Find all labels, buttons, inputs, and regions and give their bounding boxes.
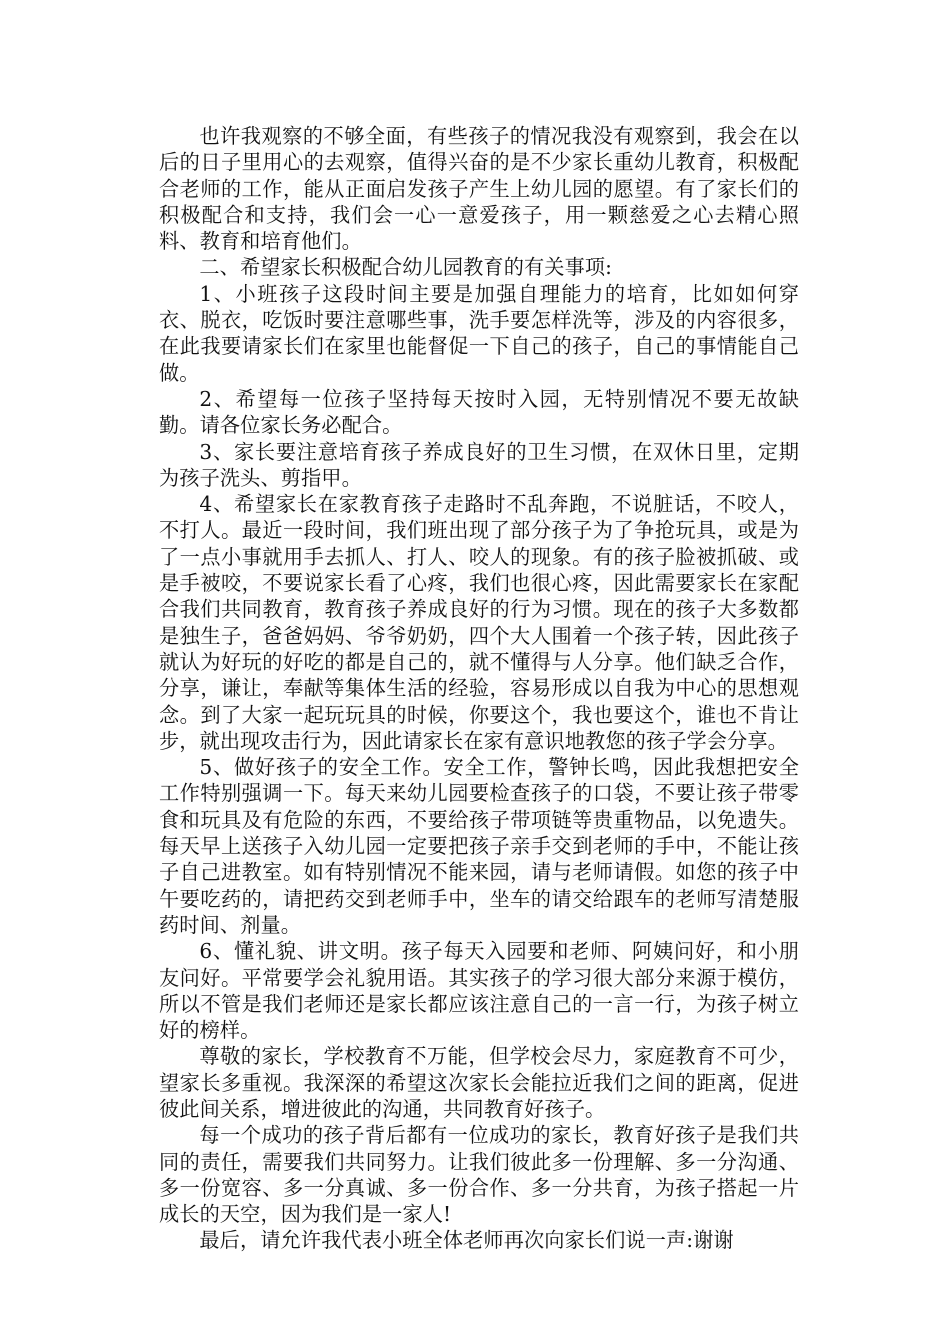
paragraph-shared-responsibility: 每一个成功的孩子背后都有一位成功的家长，教育好孩子是我们共同的责任，需要我们共同努力。让我们彼此多一份理解、多一分沟通、多一份宽容、多一分真诚、多一份合作、多一分共育，为孩子搭起一片成长的天空，因为我们是一家人! (159, 1123, 799, 1227)
document-body (159, 123, 799, 1254)
paragraph-item-5: 5、做好孩子的安全工作。安全工作，警钟长鸣，因此我想把安全工作特别强调一下。每天来幼儿园要检查孩子的口袋，不要让孩子带零食和玩具及有危险的东西，不要给孩子带项链等贵重物品，以免遗失。每天早上送孩子入幼儿园一定要把孩子亲手交到老师的手中，不能让孩子自己进教室。如有特别情况不能来园，请与老师请假。如您的孩子中午要吃药的，请把药交到老师手中，坐车的请交给跟车的老师写清楚服药时间、剂量。 (159, 755, 799, 937)
paragraph-item-3: 3、家长要注意培育孩子养成良好的卫生习惯，在双休日里，定期为孩子洗头、剪指甲。 (159, 439, 799, 490)
paragraph-item-6: 6、懂礼貌、讲文明。孩子每天入园要和老师、阿姨问好，和小朋友问好。平常要学会礼貌用语。其实孩子的学习很大部分来源于模仿，所以不管是我们老师还是家长都应该注意自己的一言一行，为孩子树立好的榜样。 (159, 939, 799, 1043)
section-heading-cooperation: 二、希望家长积极配合幼儿园教育的有关事项: (199, 255, 613, 280)
paragraph-closing: 最后，请允许我代表小班全体老师再次向家长们说一声:谢谢 (199, 1228, 734, 1253)
paragraph-item-4: 4、希望家长在家教育孩子走路时不乱奔跑，不说脏话，不咬人，不打人。最近一段时间，我们班出现了部分孩子为了争抢玩具，或是为了一点小事就用手去抓人、打人、咬人的现象。有的孩子脸被抓破、或是手被咬，不要说家长看了心疼，我们也很心疼，因此需要家长在家配合我们共同教育，教育孩子养成良好的行为习惯。现在的孩子大多数都是独生子，爸爸妈妈、爷爷奶奶，四个大人围着一个孩子转，因此孩子就认为好玩的好吃的都是自己的，就不懂得与人分享。他们缺乏合作，分享，谦让，奉献等集体生活的经验，容易形成以自我为中心的思想观念。到了大家一起玩玩具的时候，你要这个，我也要这个，谁也不肯让步，就出现攻击行为，因此请家长在家有意识地教您的孩子学会分享。 (159, 492, 799, 753)
paragraph-observation: 也许我观察的不够全面，有些孩子的情况我没有观察到，我会在以后的日子里用心的去观察，值得兴奋的是不少家长重幼儿教育，积极配合老师的工作，能从正面启发孩子产生上幼儿园的愿望。有了家长们的积极配合和支持，我们会一心一意爱孩子，用一颗慈爱之心去精心照料、教育和培育他们。 (159, 124, 799, 254)
paragraph-item-2: 2、希望每一位孩子坚持每天按时入园，无特别情况不要无故缺勤。请各位家长务必配合。 (159, 386, 799, 438)
paragraph-dear-parents: 尊敬的家长，学校教育不万能，但学校会尽力，家庭教育不可少，望家长多重视。我深深的希望这次家长会能拉近我们之间的距离，促进彼此间关系，增进彼此的沟通，共同教育好孩子。 (159, 1044, 799, 1121)
paragraph-item-1: 1、小班孩子这段时间主要是加强自理能力的培育，比如如何穿衣、脱衣，吃饭时要注意哪些事，洗手要怎样洗等，涉及的内容很多，在此我要请家长们在家里也能督促一下自己的孩子，自己的事情能自己做。 (159, 281, 799, 385)
